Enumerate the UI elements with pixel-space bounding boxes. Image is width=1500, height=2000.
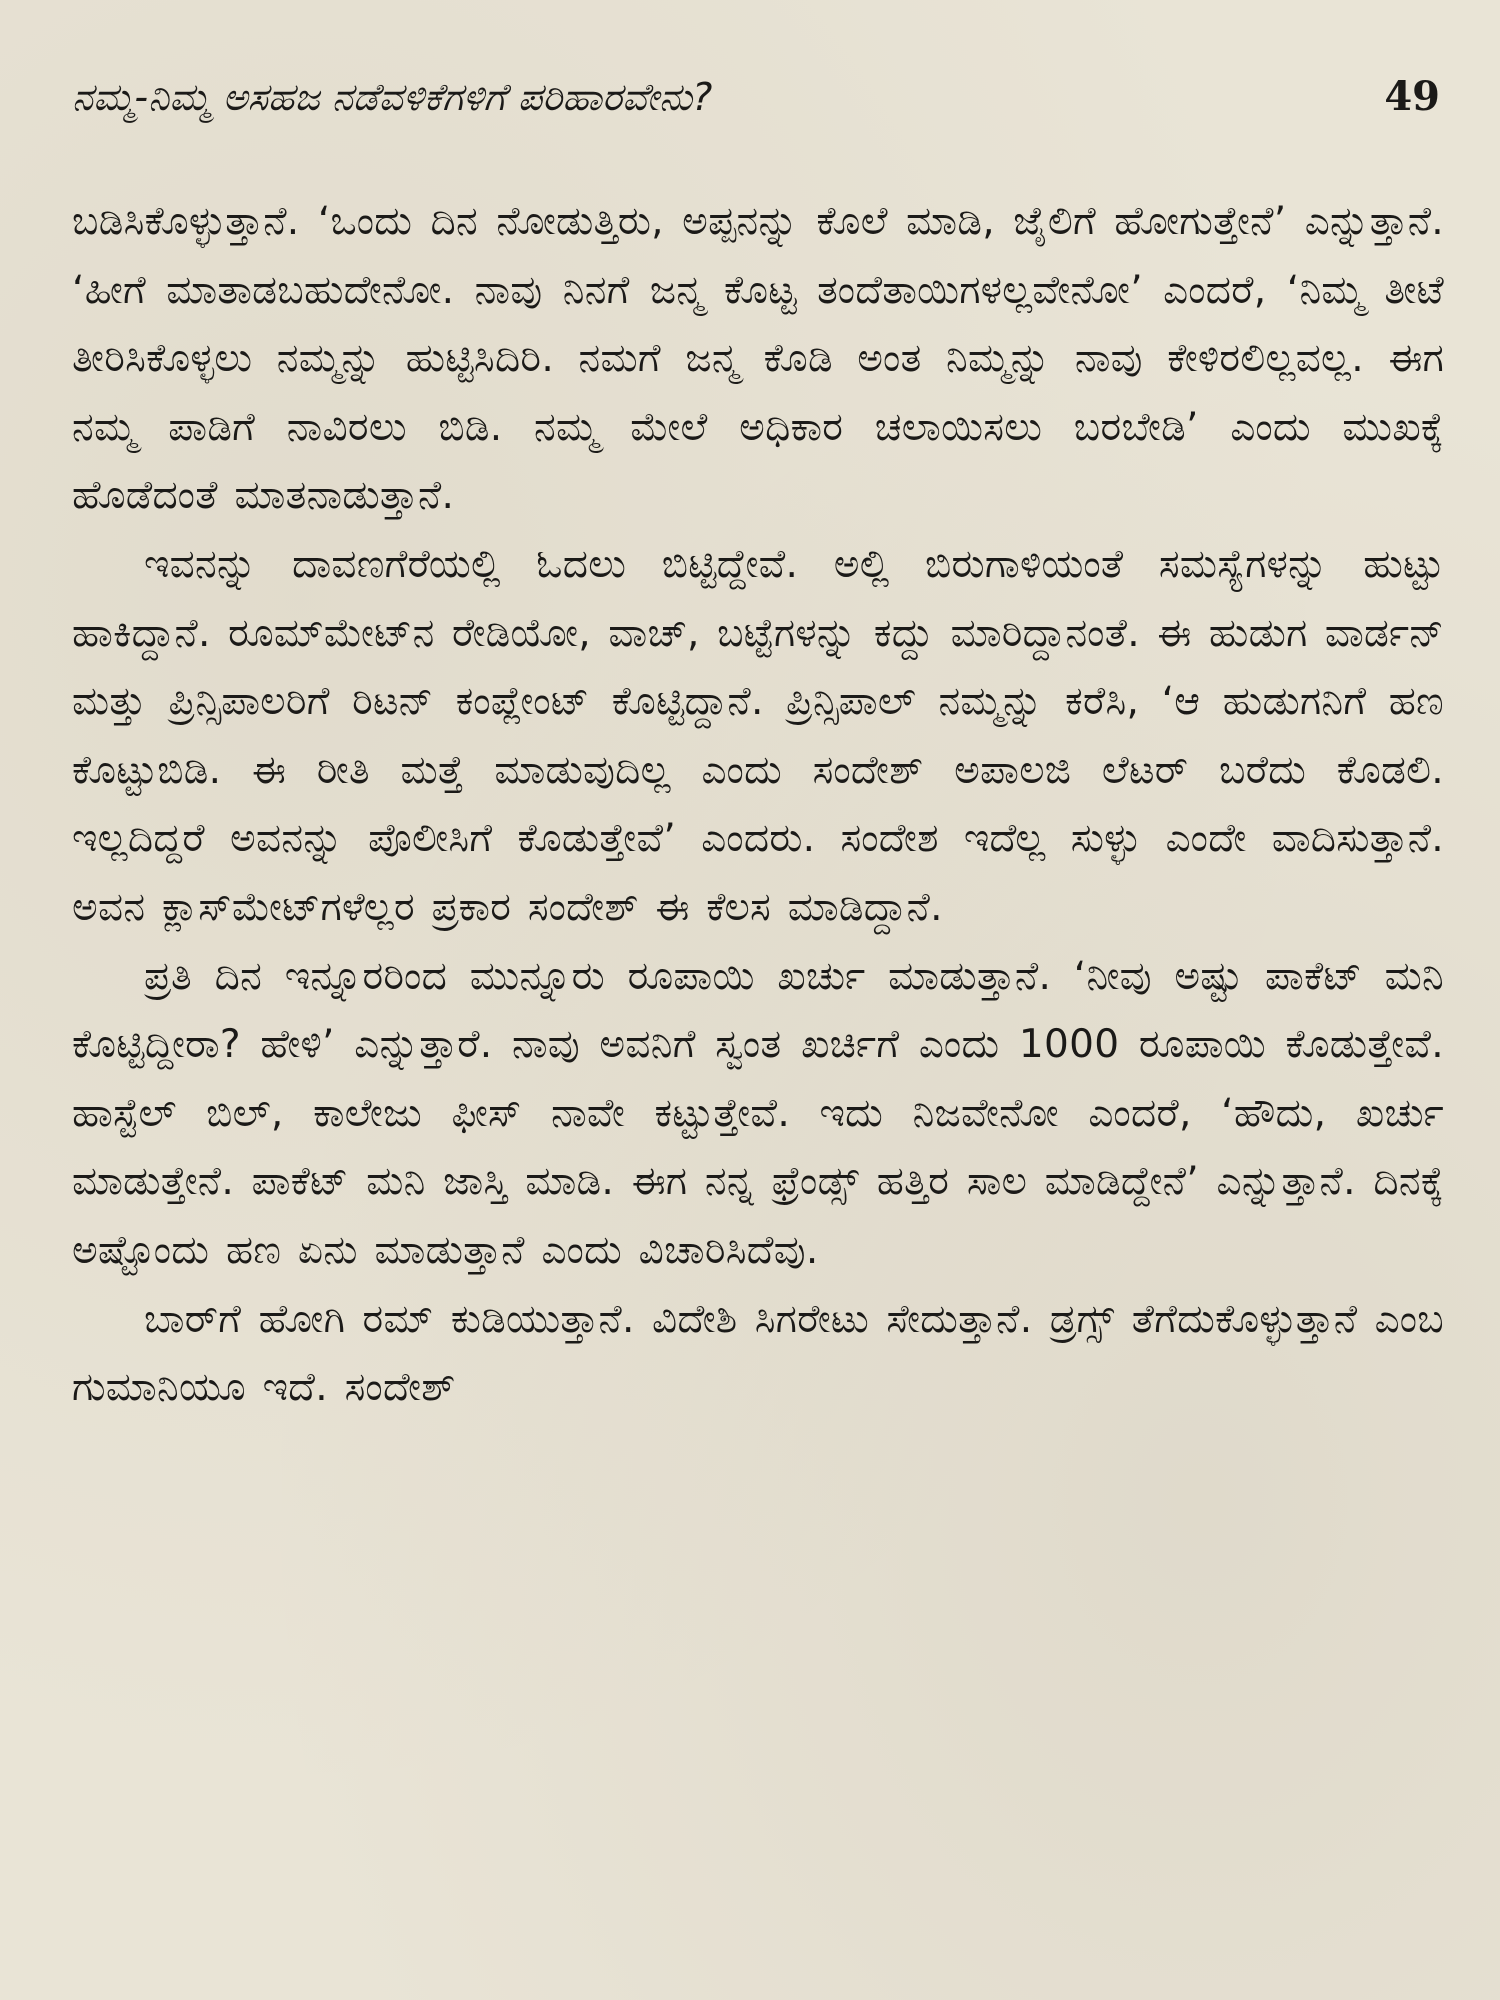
- paragraph-3: ಪ್ರತಿ ದಿನ ಇನ್ನೂರರಿಂದ ಮುನ್ನೂರು ರೂಪಾಯಿ ಖರ್ಚು ಮಾಡುತ್ತಾನೆ. ‘ನೀವು ಅಷ್ಟು ಪಾಕೆಟ್ ಮನಿ ಕೊಟ್ಟಿದ್ದೀರಾ? ಹೇಳಿ’ ಎನ್ನುತ್ತಾರೆ. ನಾವು ಅವನಿಗೆ ಸ್ವಂತ ಖರ್ಚಿಗೆ ಎಂದು 1000 ರೂಪಾಯಿ ಕೊಡುತ್ತೇವೆ. ಹಾಸ್ಟೆಲ್ ಬಿಲ್, ಕಾಲೇಜು ಫೀಸ್ ನಾವೇ ಕಟ್ಟುತ್ತೇವೆ. ಇದು ನಿಜವೇನೋ ಎಂದರೆ, ‘ಹೌದು, ಖರ್ಚು ಮಾಡುತ್ತೇನೆ. ಪಾಕೆಟ್ ಮನಿ ಜಾಸ್ತಿ ಮಾಡಿ. ಈಗ ನನ್ನ ಫ್ರೆಂಡ್ಸ್ ಹತ್ತಿರ ಸಾಲ ಮಾಡಿದ್ದೇನೆ’ ಎನ್ನುತ್ತಾನೆ. ದಿನಕ್ಕೆ ಅಷ್ಟೊಂದು ಹಣ ಏನು ಮಾಡುತ್ತಾನೆ ಎಂದು ವಿಚಾರಿಸಿದೆವು.: [72, 953, 1444, 1273]
- paragraph-4: ಬಾರ್‌ಗೆ ಹೋಗಿ ರಮ್ ಕುಡಿಯುತ್ತಾನೆ. ವಿದೇಶಿ ಸಿಗರೇಟು ಸೇದುತ್ತಾನೆ. ಡ್ರಗ್ಸ್ ತೆಗೆದುಕೊಳ್ಳುತ್ತಾನೆ ಎಂಬ ಗುಮಾನಿಯೂ ಇದೆ. ಸಂದೇಶ್: [72, 1296, 1444, 1411]
- page-number: 49: [1384, 73, 1440, 120]
- paragraph-2: ಇವನನ್ನು ದಾವಣಗೆರೆಯಲ್ಲಿ ಓದಲು ಬಿಟ್ಟಿದ್ದೇವೆ. ಅಲ್ಲಿ ಬಿರುಗಾಳಿಯಂತೆ ಸಮಸ್ಯೆಗಳನ್ನು ಹುಟ್ಟು ಹಾಕಿದ್ದಾನೆ. ರೂಮ್‌ಮೇಟ್‌ನ ರೇಡಿಯೋ, ವಾಚ್, ಬಟ್ಟೆಗಳನ್ನು ಕದ್ದು ಮಾರಿದ್ದಾನಂತೆ. ಈ ಹುಡುಗ ವಾರ್ಡನ್ ಮತ್ತು ಪ್ರಿನ್ಸಿಪಾಲರಿಗೆ ರಿಟನ್ ಕಂಪ್ಲೇಂಟ್ ಕೊಟ್ಟಿದ್ದಾನೆ. ಪ್ರಿನ್ಸಿಪಾಲ್ ನಮ್ಮನ್ನು ಕರೆಸಿ, ‘ಆ ಹುಡುಗನಿಗೆ ಹಣ ಕೊಟ್ಟುಬಿಡಿ. ಈ ರೀತಿ ಮತ್ತೆ ಮಾಡುವುದಿಲ್ಲ ಎಂದು ಸಂದೇಶ್ ಅಪಾಲಜಿ ಲೆಟರ್ ಬರೆದು ಕೊಡಲಿ. ಇಲ್ಲದಿದ್ದರೆ ಅವನನ್ನು ಪೊಲೀಸಿಗೆ ಕೊಡುತ್ತೇವೆ’ ಎಂದರು. ಸಂದೇಶ ಇದೆಲ್ಲ ಸುಳ್ಳು ಎಂದೇ ವಾದಿಸುತ್ತಾನೆ. ಅವನ ಕ್ಲಾಸ್‌ಮೇಟ್‌ಗಳೆಲ್ಲರ ಪ್ರಕಾರ ಸಂದೇಶ್ ಈ ಕೆಲಸ ಮಾಡಿದ್ದಾನೆ.: [72, 541, 1444, 930]
- paragraph-1: ಬಡಿಸಿಕೊಳ್ಳುತ್ತಾನೆ. ‘ಒಂದು ದಿನ ನೋಡುತ್ತಿರು, ಅಪ್ಪನನ್ನು ಕೊಲೆ ಮಾಡಿ, ಜೈಲಿಗೆ ಹೋಗುತ್ತೇನೆ’ ಎನ್ನುತ್ತಾನೆ. ‘ಹೀಗೆ ಮಾತಾಡಬಹುದೇನೋ. ನಾವು ನಿನಗೆ ಜನ್ಮ ಕೊಟ್ಟ ತಂದೆತಾಯಿಗಳಲ್ಲವೇನೋ’ ಎಂದರೆ, ‘ನಿಮ್ಮ ತೀಟೆ ತೀರಿಸಿಕೊಳ್ಳಲು ನಮ್ಮನ್ನು ಹುಟ್ಟಿಸಿದಿರಿ. ನಮಗೆ ಜನ್ಮ ಕೊಡಿ ಅಂತ ನಿಮ್ಮನ್ನು ನಾವು ಕೇಳಿರಲಿಲ್ಲವಲ್ಲ. ಈಗ ನಮ್ಮ ಪಾಡಿಗೆ ನಾವಿರಲು ಬಿಡಿ. ನಮ್ಮ ಮೇಲೆ ಅಧಿಕಾರ ಚಲಾಯಿಸಲು ಬರಬೇಡಿ’ ಎಂದು ಮುಖಕ್ಕೆ ಹೊಡೆದಂತೆ ಮಾತನಾಡುತ್ತಾನೆ.: [72, 199, 1444, 519]
- page-header: [72, 62, 1440, 132]
- page-body: [72, 188, 1444, 1423]
- running-head: ನಮ್ಮ-ನಿಮ್ಮ ಅಸಹಜ ನಡೆವಳಿಕೆಗಳಿಗೆ ಪರಿಹಾರವೇನು?: [72, 75, 713, 119]
